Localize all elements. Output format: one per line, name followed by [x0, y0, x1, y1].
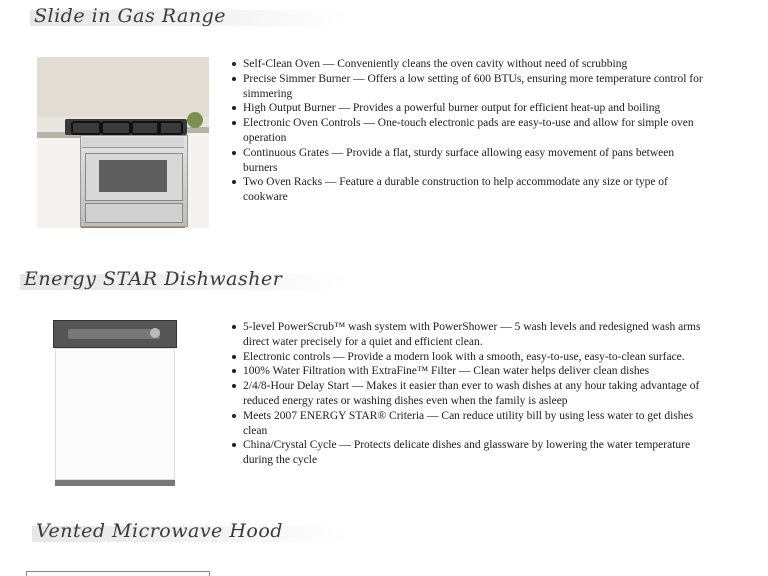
list-item: Electronic Oven Controls — One-touch electronic pads are easy-to-use and allow for simple oven operation — [231, 116, 707, 146]
dishwasher-feature-list — [231, 320, 707, 468]
list-item: China/Crystal Cycle — Protects delicate dishes and glassware by lowering the water temperature during the cycle — [231, 438, 707, 468]
section-title-dishwasher: Energy STAR Dishwasher — [24, 268, 283, 290]
list-item: 100% Water Filtration with ExtraFine™ Filter — Clean water helps deliver clean dishes — [231, 364, 707, 379]
section-title-gas-range: Slide in Gas Range — [34, 5, 226, 27]
list-item: Precise Simmer Burner — Offers a low setting of 600 BTUs, ensuring more temperature control for simmering — [231, 72, 707, 102]
section-title-microwave: Vented Microwave Hood — [36, 520, 283, 542]
list-item: Meets 2007 ENERGY STAR® Criteria — Can reduce utility bill by using less water to get dishes clean — [231, 409, 707, 439]
list-item: Continuous Grates — Provide a flat, sturdy surface allowing easy movement of pans between burners — [231, 146, 707, 176]
dishwasher-photo — [53, 320, 177, 488]
gas-range-feature-list — [231, 57, 707, 205]
list-item: 2/4/8-Hour Delay Start — Makes it easier than ever to wash dishes at any hour taking advantage of reduced energy rates or washing dishes even when the family is asleep — [231, 379, 707, 409]
microwave-photo — [26, 571, 210, 576]
list-item: Self-Clean Oven — Conveniently cleans the oven cavity without need of scrubbing — [231, 57, 707, 72]
gas-range-photo — [37, 57, 209, 228]
list-item: Electronic controls — Provide a modern look with a smooth, easy-to-use, easy-to-clean surface. — [231, 350, 707, 365]
list-item: 5-level PowerScrub™ wash system with PowerShower — 5 wash levels and redesigned wash arms direct water precisely for a quiet and efficient clean. — [231, 320, 707, 350]
list-item: High Output Burner — Provides a powerful burner output for efficient heat-up and boiling — [231, 101, 707, 116]
list-item: Two Oven Racks — Feature a durable construction to help accommodate any size or type of cookware — [231, 175, 707, 205]
